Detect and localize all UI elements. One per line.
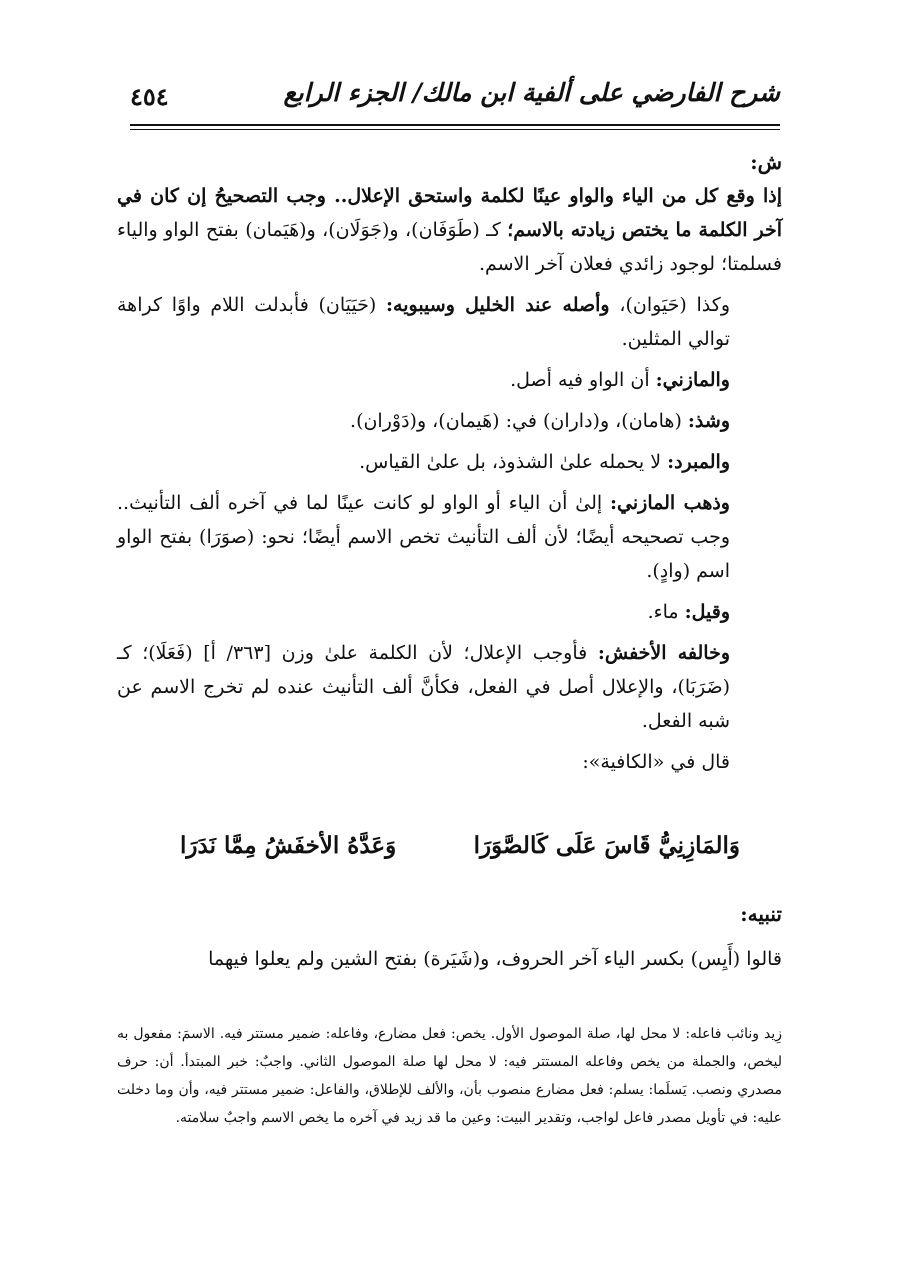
book-title: شرح الفارضي على ألفية ابن مالك/ الجزء الرابع [283,78,780,107]
lead-text: وشذ: [687,410,730,432]
paragraph [117,404,782,438]
lead-text: وخالفه الأخفش: [597,642,731,664]
lead-text: والمبرد: [667,451,730,473]
verse-second-hemistich: وَعَدَّهُ الأخفَشُ مِمَّا نَدَرَا [180,832,397,859]
lead-text: وقيل: [684,601,730,623]
main-text [117,145,782,779]
poetry-verse [180,832,740,876]
paragraph-prefix: وكذا (حَيَوان)، [609,294,730,316]
paragraph-text: أن الواو فيه أصل. [510,369,656,391]
paragraph [117,595,782,629]
paragraph [117,288,782,356]
paragraph-text: فأوجب الإعلال؛ لأن الكلمة علىٰ وزن [٣٦٣/ أ] (فَعَلَا)؛ كـ (ضَرَبَا)، والإعلال أصل في الفعل، فكأنَّ ألف التأنيث عنده لم تخرج الاسم عن شبه الفعل. [117,642,730,732]
tanbih-text: قالوا (أَيِس) بكسر الياء آخر الحروف، و(شَيَرة) بفتح الشين ولم يعلوا فيهما [208,948,782,970]
section-label: ش: [750,150,782,174]
paragraph [117,179,782,281]
paragraph-text: ماء. [647,601,685,623]
paragraph-text: (هامان)، و(داران) في: (هَيمان)، و(دَوْران). [350,410,688,432]
paragraph [117,636,782,738]
page-number: ٤٥٤ [130,82,169,111]
paragraph [117,445,782,479]
header-rule-thick [130,124,780,126]
tanbih-heading: تنبيه: [740,902,782,926]
lead-text: وأصله عند الخليل وسيبويه: [386,294,610,316]
lead-text: إذا وقع كل من الياء والواو عينًا لكلمة واستحق الإعلال.. وجب التصحيحُ إن كان في آخر الكلمة ما يختص زيادته بالاسم؛ [117,185,782,241]
header-rule-thin [130,129,780,130]
paragraph-text: إلىٰ أن الياء أو الواو لو كانت عينًا لما في آخره ألف التأنيث.. وجب تصحيحه أيضًا؛ لأن ألف التأنيث تخص الاسم أيضًا؛ نحو: (صوَرَا) بفتح الواو اسم (وادٍ). [117,492,730,582]
lead-text: والمازني: [655,369,730,391]
paragraph-text: لا يحمله علىٰ الشذوذ، بل علىٰ القياس. [359,451,668,473]
paragraph-text: (حَيَيَان) فأبدلت اللام واوًا كراهة توالي المثلين. [117,294,730,350]
kafiya-intro: قال في «الكافية»: [582,751,730,773]
verse-first-hemistich: وَالمَازِنِيُّ قَاسَ عَلَى كَالصَّوَرَا [473,832,740,859]
footnotes [117,1020,782,1132]
paragraph [117,363,782,397]
running-header [130,74,780,124]
footnote: زِيد ونائب فاعله: لا محل لها، صلة الموصول الأول. يخص: فعل مضارع، وفاعله: ضمير مستتر فيه. الاسمَ: مفعول به ليخص، والجملة من يخص وفاعله المستتر فيه: لا محل لها صلة الموصول الثاني. واجبٌ: خبر المبتدأ. أن: حرف مصدري ونصب. يَسلَما: يسلم: فعل مضارع منصوب بأن، والألف للإطلاق، والفاعل: ضمير مستتر فيه، وأن وما دخلت عليه: في تأويل مصدر فاعل لواجب، وتقدير البيت: وعين ما قد زيد في آخره ما يخص الاسم واجبٌ سلامته. [117,1026,783,1126]
paragraph-text: كـ (طَوَفَان)، و(جَوَلَان)، و(هَيَمان) بفتح الواو والياء فسلمتا؛ لوجود زائدي فعلان آخر الاسم. [117,219,782,275]
lead-text: وذهب المازني: [610,492,730,514]
paragraph [117,486,782,588]
